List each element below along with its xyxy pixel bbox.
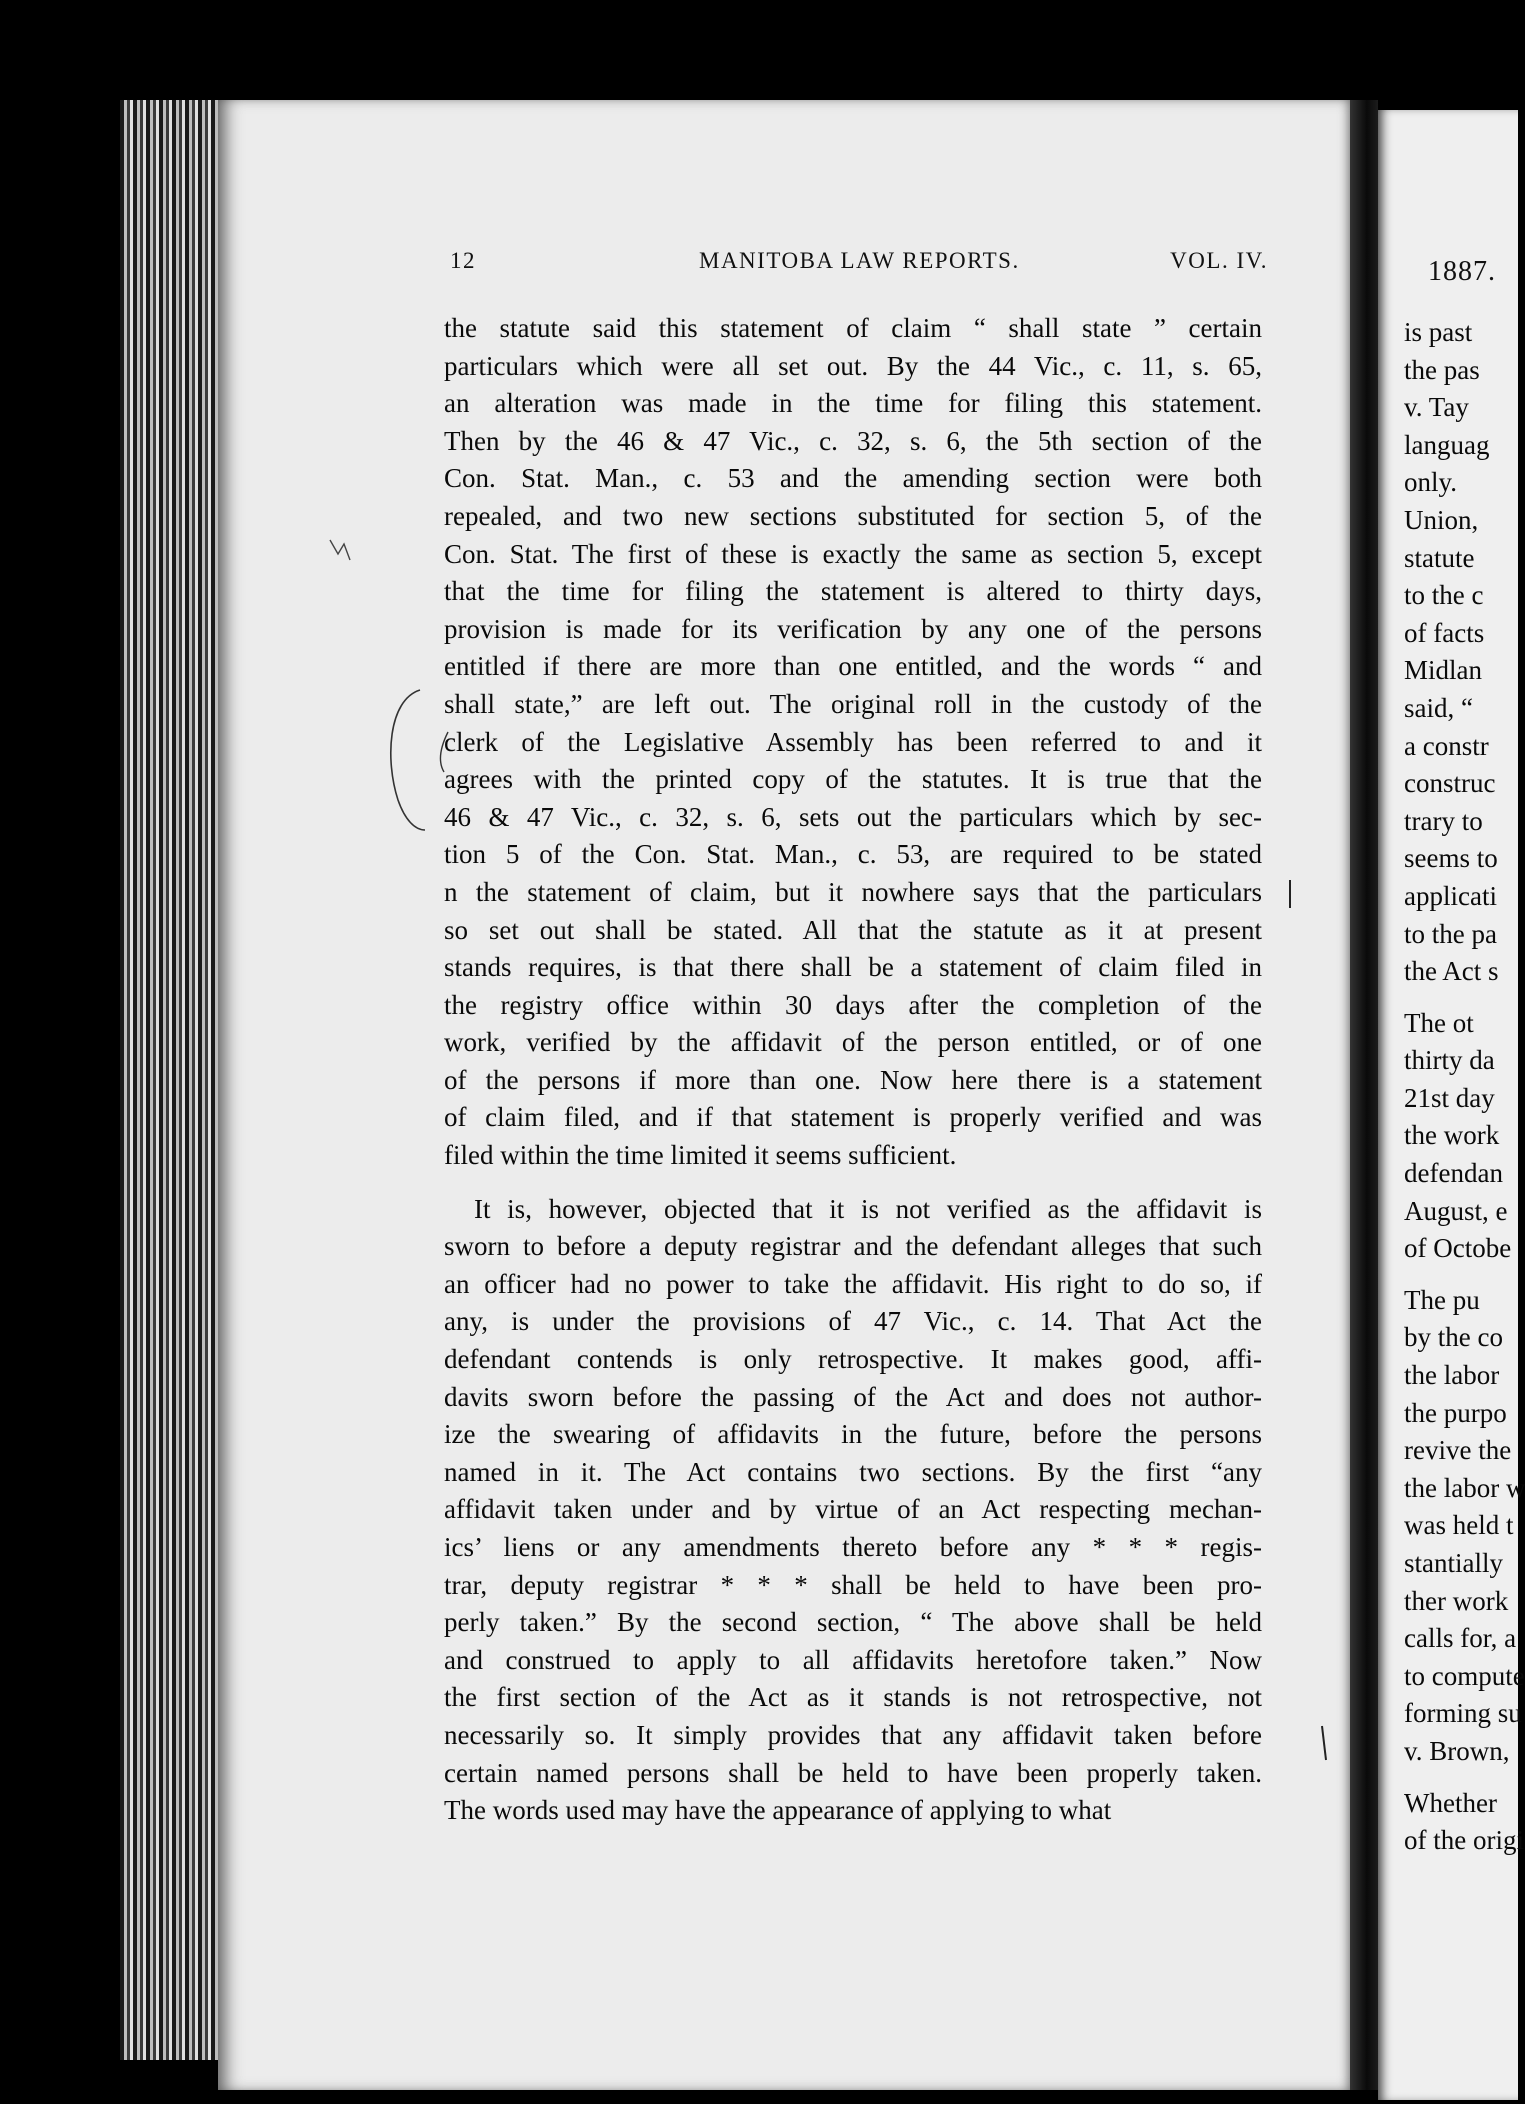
text-line: that the time for filing the statement is altered to thirty days, bbox=[444, 576, 1262, 607]
text-line: necessarily so. It simply provides that any affidavit taken before bbox=[444, 1719, 1262, 1750]
text-line: filed within the time limited it seems sufficient. bbox=[444, 1140, 957, 1171]
facing-text-line: only. bbox=[1404, 467, 1457, 498]
text-line: The words used may have the appearance of applying to what bbox=[444, 1795, 1112, 1826]
text-line: of claim filed, and if that statement is properly verified and was bbox=[444, 1102, 1262, 1133]
facing-text-line: of the origi bbox=[1404, 1825, 1524, 1856]
text-line: clerk of the Legislative Assembly has been referred to and it bbox=[444, 726, 1262, 757]
facing-page-year: 1887. bbox=[1428, 256, 1496, 287]
facing-text-line: the labor bbox=[1404, 1360, 1500, 1391]
facing-text-line: The pu bbox=[1404, 1284, 1480, 1315]
facing-text-line: Union, bbox=[1404, 504, 1479, 535]
text-line: stands requires, is that there shall be a statement of claim filed in bbox=[444, 952, 1262, 983]
text-line: named in it. The Act contains two sections. By the first “any bbox=[444, 1456, 1262, 1487]
text-line: davits sworn before the passing of the Act and does not author- bbox=[444, 1381, 1262, 1412]
text-line: the first section of the Act as it stands is not retrospective, not bbox=[444, 1682, 1262, 1713]
text-line: ize the swearing of affidavits in the future, before the persons bbox=[444, 1419, 1262, 1450]
text-line: n the statement of claim, but it nowhere says that the particulars bbox=[444, 876, 1262, 907]
facing-text-line: construc bbox=[1404, 768, 1496, 799]
facing-text-line: to the c bbox=[1404, 580, 1484, 611]
facing-text-line: August, e bbox=[1404, 1195, 1508, 1226]
facing-text-line: ther work bbox=[1404, 1585, 1509, 1616]
text-line: of the persons if more than one. Now here there is a statement bbox=[444, 1064, 1262, 1095]
facing-text-line: to compute bbox=[1404, 1660, 1525, 1691]
facing-text-line: trary to bbox=[1404, 805, 1483, 836]
text-line: an alteration was made in the time for filing this statement. bbox=[444, 388, 1262, 419]
text-line: perly taken.” By the second section, “ The above shall be held bbox=[444, 1607, 1262, 1638]
page-number: 12 bbox=[450, 248, 476, 273]
text-line: Then by the 46 & 47 Vic., c. 32, s. 6, the 5th section of the bbox=[444, 425, 1262, 456]
facing-text-line: the pas bbox=[1404, 354, 1480, 385]
facing-text-line: applicati bbox=[1404, 880, 1497, 911]
facing-text-line: calls for, a bbox=[1404, 1623, 1517, 1654]
facing-text-line: Whether bbox=[1404, 1787, 1497, 1818]
text-line: any, is under the provisions of 47 Vic., c. 14. That Act the bbox=[444, 1306, 1262, 1337]
text-line: provision is made for its verification by any one of the persons bbox=[444, 613, 1262, 644]
text-line: Con. Stat. Man., c. 53 and the amending section were both bbox=[444, 463, 1262, 494]
facing-text-line: forming su bbox=[1404, 1698, 1522, 1729]
text-line: defendant contends is only retrospective. It makes good, affi- bbox=[444, 1344, 1262, 1375]
volume-label: VOL. IV. bbox=[1170, 248, 1268, 273]
text-line: the registry office within 30 days after the completion of the bbox=[444, 989, 1262, 1020]
facing-text-line: the purpo bbox=[1404, 1397, 1507, 1428]
facing-text-line: v. Tay bbox=[1404, 392, 1469, 423]
facing-text-line: Midlan bbox=[1404, 655, 1482, 686]
text-line: tion 5 of the Con. Stat. Man., c. 53, are required to be stated bbox=[444, 839, 1262, 870]
text-line: 46 & 47 Vic., c. 32, s. 6, sets out the particulars which by sec- bbox=[444, 801, 1262, 832]
text-line: certain named persons shall be held to have been properly taken. bbox=[444, 1757, 1262, 1788]
facing-text-line: of facts bbox=[1404, 617, 1485, 648]
text-line: It is, however, objected that it is not verified as the affidavit is bbox=[474, 1193, 1262, 1224]
facing-text-line: revive the bbox=[1404, 1435, 1512, 1466]
facing-text-line: of Octobe bbox=[1404, 1233, 1512, 1264]
text-line: agrees with the printed copy of the statutes. It is true that the bbox=[444, 764, 1262, 795]
facing-text-line: is past bbox=[1404, 317, 1473, 347]
facing-text-line: seems to bbox=[1404, 843, 1498, 874]
facing-text-line: said, “ bbox=[1404, 692, 1473, 723]
text-line: an officer had no power to take the affidavit. His right to do so, if bbox=[444, 1268, 1262, 1299]
facing-text-line: was held t bbox=[1404, 1510, 1514, 1541]
facing-text-line: the work bbox=[1404, 1120, 1500, 1151]
text-line: affidavit taken under and by virtue of an Act respecting mechan- bbox=[444, 1494, 1262, 1525]
text-line: work, verified by the affidavit of the person entitled, or of one bbox=[444, 1027, 1262, 1058]
facing-text-line: stantially bbox=[1404, 1548, 1503, 1578]
facing-text-line: by the co bbox=[1404, 1322, 1503, 1353]
text-line: trar, deputy registrar * * * shall be held to have been pro- bbox=[444, 1569, 1262, 1600]
text-line: shall state,” are left out. The original roll in the custody of the bbox=[444, 688, 1262, 719]
facing-text-line: v. Brown, bbox=[1404, 1735, 1510, 1766]
facing-text-line: thirty da bbox=[1404, 1045, 1495, 1076]
facing-text-line: The ot bbox=[1404, 1007, 1474, 1038]
facing-text-line: the labor w bbox=[1404, 1472, 1525, 1503]
text-line: so set out shall be stated. All that the statute as it at present bbox=[444, 914, 1262, 945]
facing-text-line: to the pa bbox=[1404, 918, 1497, 949]
facing-text-line: the Act s bbox=[1404, 956, 1499, 987]
text-line: particulars which were all set out. By the 44 Vic., c. 11, s. 65, bbox=[444, 350, 1262, 381]
text-line: the statute said this statement of claim “ shall state ” certain bbox=[444, 313, 1262, 343]
facing-text-line: a constr bbox=[1404, 730, 1489, 761]
text-line: sworn to before a deputy registrar and the defendant alleges that such bbox=[444, 1231, 1262, 1262]
text-line: Con. Stat. The first of these is exactly the same as section 5, except bbox=[444, 538, 1262, 569]
facing-text-line: 21st day bbox=[1404, 1082, 1495, 1113]
running-title: MANITOBA LAW REPORTS. bbox=[699, 248, 1020, 273]
text-line: entitled if there are more than one entitled, and the words “ and bbox=[444, 651, 1262, 682]
facing-text-line: statute bbox=[1404, 542, 1475, 573]
text-line: ics’ liens or any amendments thereto before any * * * regis- bbox=[444, 1532, 1262, 1562]
text-line: repealed, and two new sections substituted for section 5, of the bbox=[444, 500, 1262, 531]
facing-text-line: defendan bbox=[1404, 1158, 1503, 1189]
text-line: and construed to apply to all affidavits heretofore taken.” Now bbox=[444, 1644, 1262, 1675]
facing-text-line: languag bbox=[1404, 429, 1490, 460]
